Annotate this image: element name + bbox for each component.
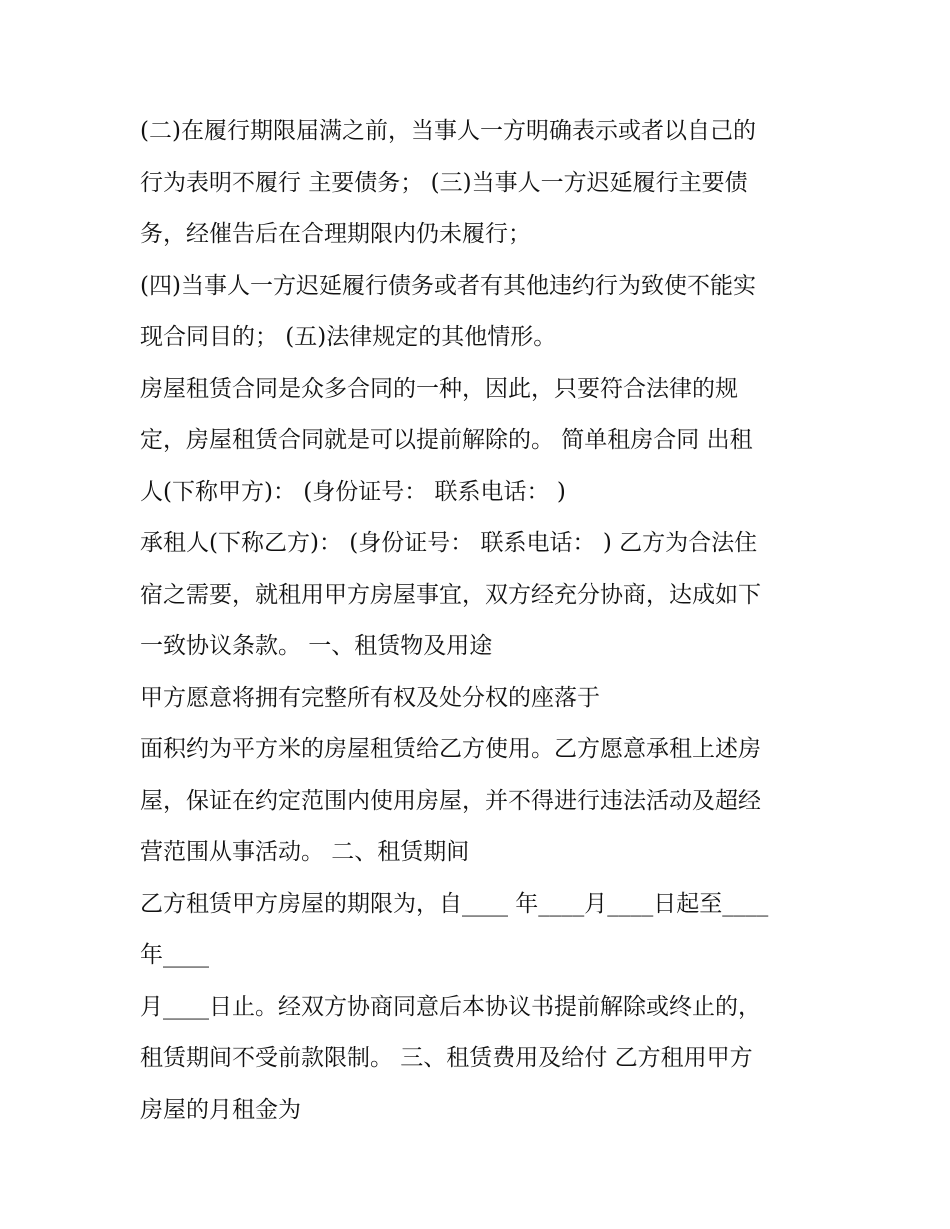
text-line: (四)当事人一方迟延履行债务或者有其他违约行为致使不能实 (140, 272, 756, 299)
text-line: 房屋的月租金为 (140, 1096, 301, 1123)
text-line: 务，经催告后在合理期限内仍未履行； (140, 221, 531, 247)
text-line: 甲方愿意将拥有完整所有权及处分权的座落于 (140, 684, 600, 711)
document-body (140, 106, 820, 1136)
text-line: 年____ (140, 942, 209, 968)
text-line: 承租人(下称乙方)： (身份证号： 联系电话： ) 乙方为合法住 (140, 530, 758, 556)
text-line: 面积约为平方米的房屋租赁给乙方使用。乙方愿意承租上述房 (140, 736, 761, 762)
text-line: 月____日止。经双方协商同意后本协议书提前解除或终止的， (140, 993, 761, 1020)
text-line: 房屋租赁合同是众多合同的一种，因此，只要符合法律的规 (140, 375, 738, 402)
text-line: 乙方租赁甲方房屋的期限为，自____ 年____月____日起至____ (140, 890, 769, 917)
text-line: (二)在履行期限届满之前，当事人一方明确表示或者以自己的 (140, 118, 756, 144)
text-line: 宿之需要，就租用甲方房屋事宜，双方经充分协商，达成如下 (140, 581, 761, 608)
text-line: 定，房屋租赁合同就是可以提前解除的。 简单租房合同 出租 (140, 427, 753, 453)
text-line: 租赁期间不受前款限制。 三、租赁费用及给付 乙方租用甲方 (140, 1045, 753, 1071)
text-line: 一致协议条款。 一、租赁物及用途 (140, 633, 493, 659)
text-line: 行为表明不履行 主要债务； (三)当事人一方迟延履行主要债 (140, 169, 748, 196)
text-line: 屋，保证在约定范围内使用房屋，并不得进行违法活动及超经 (140, 787, 761, 814)
text-line: 现合同目的； (五)法律规定的其他情形。 (140, 324, 557, 350)
text-line: 营范围从事活动。 二、租赁期间 (140, 839, 470, 865)
text-line: 人(下称甲方)： (身份证号： 联系电话： ) (140, 478, 566, 505)
